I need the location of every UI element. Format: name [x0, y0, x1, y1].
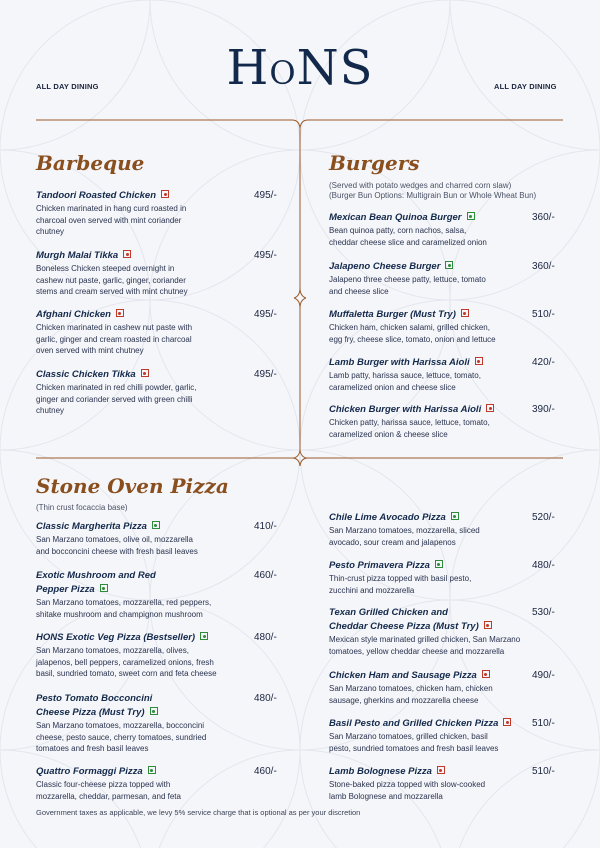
- menu-item-description: Classic four-cheese pizza topped with: [36, 780, 171, 789]
- burgers-note-serving: (Served with potato wedges and charred corn slaw): [329, 181, 512, 190]
- top-left-tag: ALL DAY DINING: [36, 82, 99, 91]
- menu-item: [36, 189, 251, 238]
- menu-item: [36, 631, 251, 680]
- menu-item-description: chutney: [36, 227, 65, 236]
- menu-item-description: San Marzano tomatoes, olive oil, mozzarella: [36, 535, 193, 544]
- veg-icon: [100, 584, 108, 592]
- menu-item-description: Chicken marinated in red chilli powder, garlic,: [36, 383, 197, 392]
- menu-item: [329, 559, 554, 596]
- menu-item-price: 480/-: [532, 560, 555, 571]
- menu-item-name: Cheddar Cheese Pizza (Must Try): [329, 620, 554, 634]
- menu-item-description: lamb Bolognese and mozzarella: [329, 791, 443, 801]
- menu-item: [36, 249, 251, 298]
- veg-icon: [200, 632, 208, 640]
- veg-icon: [150, 707, 158, 715]
- menu-item-price: 360/-: [532, 212, 555, 223]
- menu-item: [36, 569, 251, 620]
- menu-item: [329, 260, 529, 297]
- menu-item: [36, 765, 251, 802]
- menu-item-description: and cheese slice: [329, 286, 389, 296]
- menu-item-name: Afghani Chicken: [36, 308, 251, 322]
- non-veg-icon: [482, 670, 490, 678]
- menu-item-description: Bean quinoa patty, corn nachos, salsa,: [329, 226, 467, 235]
- menu-item-name: Texan Grilled Chicken and: [329, 607, 448, 618]
- menu-item-description: Chicken marinated in cashew nut paste with: [36, 323, 193, 332]
- menu-item-name: Pesto Tomato Bocconcini: [36, 693, 153, 704]
- veg-icon: [451, 512, 459, 520]
- pizza-title: Stone Oven Pizza: [36, 474, 229, 498]
- pizza-note: (Thin crust focaccia base): [36, 503, 128, 512]
- menu-item-price: 460/-: [254, 766, 277, 777]
- menu-item-description: mozzarella, cheddar, parmesan, and feta: [36, 791, 181, 801]
- menu-item-description: caramelized onion & cheese slice: [329, 429, 448, 439]
- menu-item-description: egg fry, cheese slice, tomato, onion and lettuce: [329, 334, 496, 344]
- non-veg-icon: [484, 621, 492, 629]
- menu-item-name: Cheese Pizza (Must Try): [36, 706, 251, 720]
- menu-item: [329, 765, 554, 802]
- top-right-tag: ALL DAY DINING: [494, 82, 557, 91]
- menu-item-description: Chicken patty, harissa sauce, lettuce, tomato,: [329, 418, 490, 427]
- menu-item-description: Chicken ham, chicken salami, grilled chicken,: [329, 323, 490, 332]
- menu-item-description: charcoal oven served with mint coriander: [36, 215, 182, 225]
- menu-item: [329, 403, 529, 440]
- menu-item-name: Jalapeno Cheese Burger: [329, 260, 529, 274]
- menu-item-price: 360/-: [532, 261, 555, 272]
- menu-item-price: 480/-: [254, 693, 277, 704]
- menu-item-description: tomatoes and fresh basil leaves: [36, 744, 149, 753]
- footer-note: Government taxes as applicable, we levy 5% service charge that is optional as per your discretion: [36, 808, 361, 817]
- menu-item-name: Exotic Mushroom and Red: [36, 570, 156, 581]
- menu-item: [329, 669, 554, 706]
- veg-icon: [148, 766, 156, 774]
- menu-item-price: 390/-: [532, 404, 555, 415]
- non-veg-icon: [475, 357, 483, 365]
- menu-item-description: cheddar cheese slice and caramelized onion: [329, 237, 487, 247]
- burgers-title: Burgers: [329, 151, 420, 175]
- menu-item-price: 490/-: [532, 670, 555, 681]
- menu-item: [329, 211, 529, 248]
- menu-item-description: Chicken marinated in hang curd roasted in: [36, 204, 187, 213]
- menu-item: [36, 308, 251, 357]
- menu-item-price: 495/-: [254, 250, 277, 261]
- menu-item: [329, 356, 529, 393]
- menu-item-name: Pesto Primavera Pizza: [329, 559, 554, 573]
- menu-item-description: and bocconcini cheese with fresh basil leaves: [36, 546, 198, 556]
- menu-item: [36, 692, 251, 755]
- menu-item: [329, 308, 529, 345]
- menu-item-price: 520/-: [532, 512, 555, 523]
- burgers-note-bun: (Burger Bun Options: Multigrain Bun or Whole Wheat Bun): [329, 191, 537, 200]
- menu-item-description: San Marzano tomatoes, mozzarella, sliced: [329, 526, 480, 535]
- barbeque-title: Barbeque: [36, 151, 145, 175]
- menu-item-description: shitake mushroom and champignon mushroom: [36, 609, 203, 619]
- veg-icon: [467, 212, 475, 220]
- menu-item-description: ginger and coriander served with green chilli: [36, 394, 193, 404]
- non-veg-icon: [116, 309, 124, 317]
- menu-item-description: Lamb patty, harissa sauce, lettuce, tomato,: [329, 371, 481, 380]
- menu-item-description: cashew nut paste, garlic, ginger, coriander: [36, 275, 186, 285]
- menu-item-name: Chicken Ham and Sausage Pizza: [329, 669, 554, 683]
- menu-item-price: 495/-: [254, 309, 277, 320]
- menu-item: [36, 520, 251, 557]
- veg-icon: [435, 560, 443, 568]
- menu-item-price: 495/-: [254, 369, 277, 380]
- menu-item-price: 410/-: [254, 521, 277, 532]
- veg-icon: [152, 521, 160, 529]
- menu-item-price: 460/-: [254, 570, 277, 581]
- menu-item-name: HONS Exotic Veg Pizza (Bestseller): [36, 631, 251, 645]
- menu-item-description: Stone-baked pizza topped with slow-cooked: [329, 780, 486, 789]
- menu-item-name: Classic Margherita Pizza: [36, 520, 251, 534]
- menu-item-price: 480/-: [254, 632, 277, 643]
- menu-item-description: stems and cream served with mint chutney: [36, 287, 188, 296]
- menu-item-name: Classic Chicken Tikka: [36, 368, 251, 382]
- menu-item: [329, 511, 554, 548]
- menu-item-description: San Marzano tomatoes, mozzarella, bocconcini: [36, 721, 205, 730]
- menu-item: [36, 368, 251, 417]
- non-veg-icon: [123, 250, 131, 258]
- menu-item-description: San Marzano tomatoes, mozzarella, olives,: [36, 646, 189, 655]
- menu-item-price: 420/-: [532, 357, 555, 368]
- non-veg-icon: [141, 369, 149, 377]
- menu-item-description: zucchini and mozzarella: [329, 585, 415, 595]
- menu-item-name: Mexican Bean Quinoa Burger: [329, 211, 529, 225]
- menu-item-description: oven served with mint chutney: [36, 346, 144, 355]
- menu-item-description: jalapenos, bell peppers, caramelized onions, fresh: [36, 657, 214, 667]
- non-veg-icon: [503, 718, 511, 726]
- menu-item-price: 510/-: [532, 718, 555, 729]
- menu-item: [329, 717, 554, 754]
- menu-item-name: Quattro Formaggi Pizza: [36, 765, 251, 779]
- menu-item-description: caramelized onion and cheese slice: [329, 382, 456, 392]
- non-veg-icon: [161, 190, 169, 198]
- menu-item-name: Murgh Malai Tikka: [36, 249, 251, 263]
- menu-item-description: chutney: [36, 406, 65, 415]
- menu-item-name: Chile Lime Avocado Pizza: [329, 511, 554, 525]
- menu-item-price: 495/-: [254, 190, 277, 201]
- menu-item: [329, 606, 554, 657]
- menu-item-name: Lamb Bolognese Pizza: [329, 765, 554, 779]
- menu-item-name: Chicken Burger with Harissa Aioli: [329, 403, 529, 417]
- menu-item-price: 510/-: [532, 766, 555, 777]
- menu-item-description: cheese, pesto sauce, cherry tomatoes, sundried: [36, 732, 207, 742]
- menu-item-price: 510/-: [532, 309, 555, 320]
- menu-item-description: sausage, gherkins and mozzarella cheese: [329, 695, 479, 705]
- menu-item-description: Mexican style marinated grilled chicken, San Marzano: [329, 635, 521, 644]
- menu-item-name: Muffaletta Burger (Must Try): [329, 308, 529, 322]
- non-veg-icon: [437, 766, 445, 774]
- menu-item-description: San Marzano tomatoes, mozzarella, red peppers,: [36, 598, 212, 607]
- menu-item-price: 530/-: [532, 607, 555, 618]
- menu-item-name: Pepper Pizza: [36, 583, 251, 597]
- menu-item-name: Basil Pesto and Grilled Chicken Pizza: [329, 717, 554, 731]
- menu-item-description: garlic, ginger and cream roasted in charcoal: [36, 334, 192, 344]
- veg-icon: [445, 261, 453, 269]
- menu-item-description: San Marzano tomatoes, chicken ham, chicken: [329, 684, 493, 693]
- menu-item-description: tomatoes, yellow cheddar cheese and mozzarella: [329, 646, 505, 656]
- non-veg-icon: [461, 309, 469, 317]
- brand-logo: HONS: [226, 40, 374, 96]
- non-veg-icon: [486, 404, 494, 412]
- menu-item-description: basil, sundried tomato, sweet corn and feta cheese: [36, 669, 217, 678]
- menu-item-description: Thin-crust pizza topped with basil pesto,: [329, 574, 472, 583]
- menu-item-description: pesto, sundried tomatoes and fresh basil leaves: [329, 743, 499, 753]
- menu-item-name: Lamb Burger with Harissa Aioli: [329, 356, 529, 370]
- menu-item-description: San Marzano tomatoes, grilled chicken, basil: [329, 732, 488, 741]
- menu-item-description: avocado, sour cream and jalapenos: [329, 537, 456, 547]
- menu-item-description: Boneless Chicken steeped overnight in: [36, 264, 175, 273]
- menu-item-name: Tandoori Roasted Chicken: [36, 189, 251, 203]
- menu-item-description: Jalapeno three cheese patty, lettuce, tomato: [329, 275, 486, 284]
